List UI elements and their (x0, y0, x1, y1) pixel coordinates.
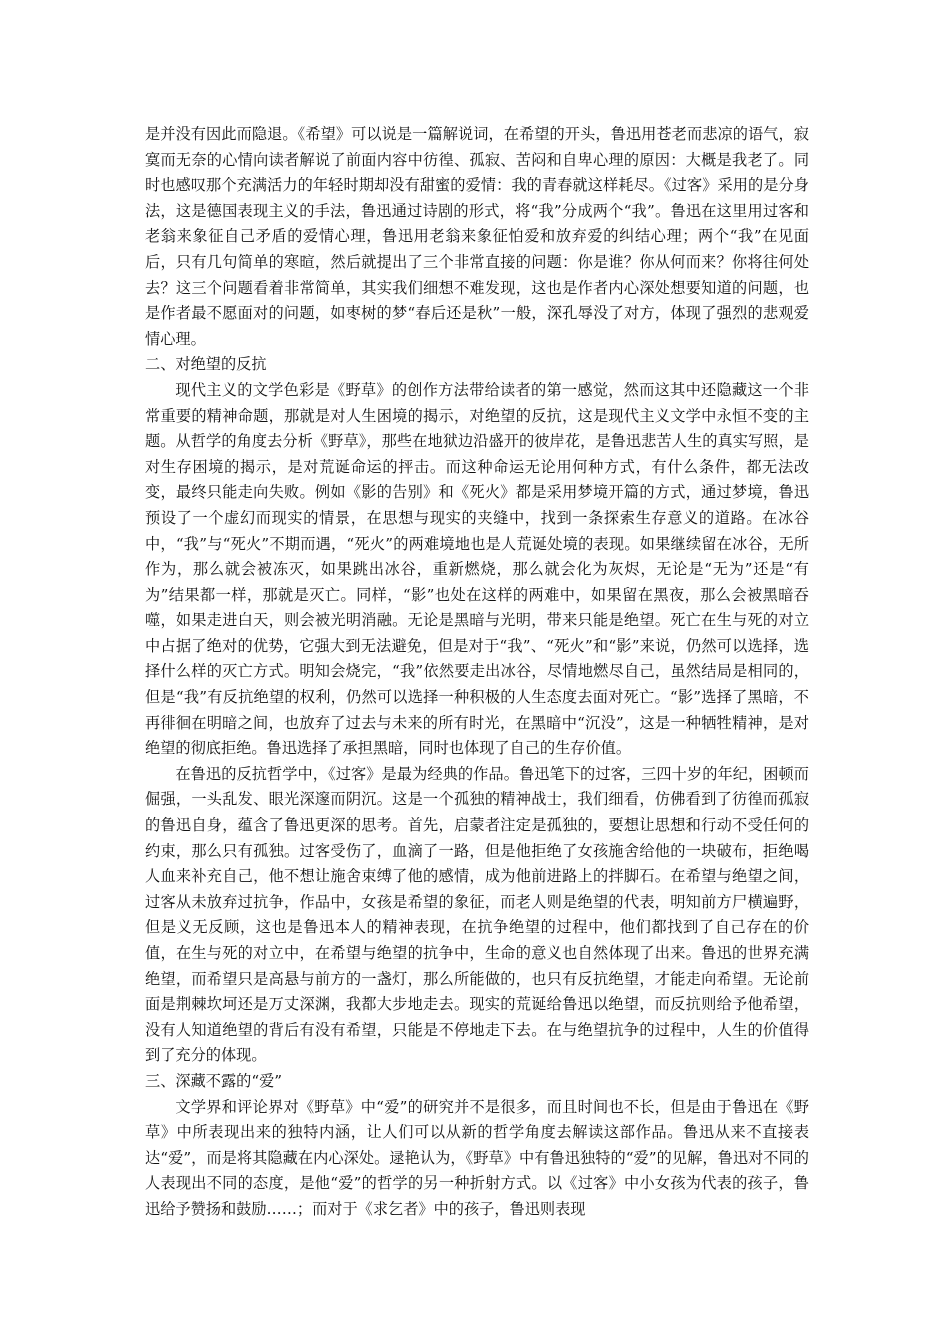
paragraph-guoke: 在鲁迅的反抗哲学中，《过客》是最为经典的作品。鲁迅笔下的过客，三四十岁的年纪，困顿而倔强，一头乱发、眼光深邃而阴沉。这是一个孤独的精神战士，我们细看，仿佛看到了彷徨而孤寂的鲁迅自身，蕴含了鲁迅更深的思考。首先，启蒙者注定是孤独的，要想让思想和行动不受任何的约束，那么只有孤独。过客受伤了，血滴了一路，但是他拒绝了女孩施舍给他的一块破布，拒绝喝人血来补充自己，他不想让施舍束缚了他的感情，成为他前进路上的拌脚石。在希望与绝望之间，过客从未放弃过抗争，作品中，女孩是希望的象征，而老人则是绝望的代表，明知前方尸横遍野，但是义无反顾，这也是鲁迅本人的精神表现，在抗争绝望的过程中，他们都找到了自己存在的价值，在生与死的对立中，在希望与绝望的抗争中，生命的意义也自然体现了出来。鲁迅的世界充满绝望，而希望只是高悬与前方的一盏灯，那么所能做的，也只有反抗绝望，才能走向希望。无论前面是荆棘坎坷还是万丈深渊，我都大步地走去。现实的荒诞给鲁迅以绝望，而反抗则给予他希望，没有人知道绝望的背后有没有希望，只能是不停地走下去。在与绝望抗争的过程中，人生的价值得到了充分的体现。 (145, 764, 809, 1065)
section-heading-3: 三、深藏不露的“爱” (145, 1071, 283, 1090)
section-heading-2: 二、对绝望的反抗 (145, 355, 267, 374)
document-page (145, 122, 809, 1223)
paragraph-hidden-love: 文学界和评论界对《野草》中“爱”的研究并不是很多，而且时间也不长，但是由于鲁迅在《野草》中所表现出来的独特内涵，让人们可以从新的哲学角度去解读这部作品。鲁迅从来不直接表达“爱”，而是将其隐藏在内心深处。逯艳认为，《野草》中有鲁迅独特的“爱”的见解，鲁迅对不同的人表现出不同的态度，是他“爱”的哲学的另一种折射方式。以《过客》中小女孩为代表的孩子，鲁迅给予赞扬和鼓励……；而对于《求乞者》中的孩子，鲁迅则表现 (145, 1097, 809, 1218)
paragraph-despair-resistance: 现代主义的文学色彩是《野草》的创作方法带给读者的第一感觉，然而这其中还隐藏这一个非常重要的精神命题，那就是对人生困境的揭示，对绝望的反抗，这是现代主义文学中永恒不变的主题。从哲学的角度去分析《野草》，那些在地狱边沿盛开的彼岸花，是鲁迅悲苦人生的真实写照，是对生存困境的揭示，是对荒诞命运的抨击。而这种命运无论用何种方式，有什么条件，都无法改变，最终只能走向失败。例如《影的告别》和《死火》都是采用梦境开篇的方式，通过梦境，鲁迅预设了一个虚幻而现实的情景，在思想与现实的夹缝中，找到一条探索生存意义的道路。在冰谷中，“我”与“死火”不期而遇，“死火”的两难境地也是人荒诞处境的表现。如果继续留在冰谷，无所作为，那么就会被冻灭，如果跳出冰谷，重新燃烧，那么就会化为灰烬，无论是“无为”还是“有为”结果都一样，那就是灭亡。同样，“影”也处在这样的两难中，如果留在黑夜，那么会被黑暗吞噬，如果走进白天，则会被光明消融。无论是黑暗与光明，带来只能是绝望。死亡在生与死的对立中占据了绝对的优势，它强大到无法避免，但是对于“我”、“死火”和“影”来说，仍然可以选择，选择什么样的灭亡方式。明知会烧完，“我”依然要走出冰谷，尽情地燃尽自己，虽然结局是相同的，但是“我”有反抗绝望的权利，仍然可以选择一种积极的人生态度去面对死亡。“影”选择了黑暗，不再徘徊在明暗之间，也放弃了过去与未来的所有时光，在黑暗中“沉没”，这是一种牺牲精神，是对绝望的彻底拒绝。鲁迅选择了承担黑暗，同时也体现了自己的生存价值。 (145, 380, 809, 758)
paragraph-continuation: 是并没有因此而隐退。《希望》可以说是一篇解说词，在希望的开头，鲁迅用苍老而悲凉的语气，寂寞而无奈的心情向读者解说了前面内容中彷徨、孤寂、苦闷和自卑心理的原因：大概是我老了。同时也感叹那个充满活力的年轻时期却没有甜蜜的爱情：我的青春就这样耗尽。《过客》采用的是分身法，这是德国表现主义的手法，鲁迅通过诗剧的形式，将“我”分成两个“我”。鲁迅在这里用过客和老翁来象征自己矛盾的爱情心理，鲁迅用老翁来象征怕爱和放弃爱的纠结心理；两个“我”在见面后，只有几句简单的寒暄，然后就提出了三个非常直接的问题：你是谁？你从何而来？你将往何处去？这三个问题看着非常简单，其实我们细想不难发现，这也是作者内心深处想要知道的问题，也是作者最不愿面对的问题，如枣树的梦“春后还是秋”一般，深孔辱没了对方，体现了强烈的悲观爱情心理。 (145, 125, 809, 348)
